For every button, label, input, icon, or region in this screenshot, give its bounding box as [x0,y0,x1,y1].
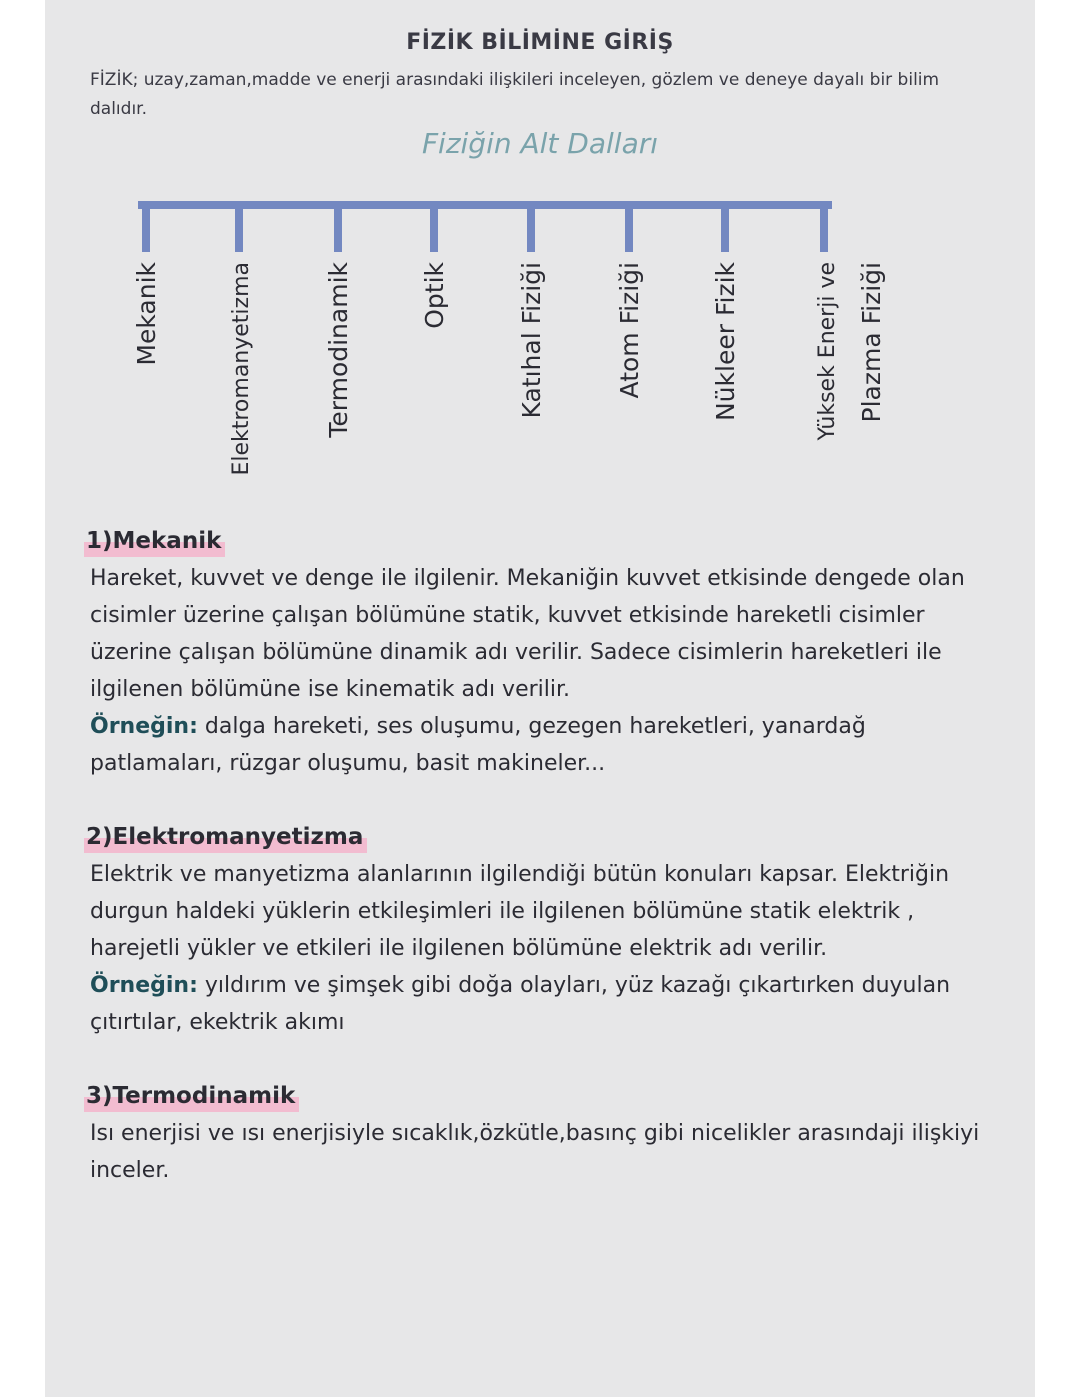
section-body [90,560,1000,782]
section-mekanik [86,523,1000,782]
section-body [90,856,1000,1041]
notebook-page [45,0,1035,1397]
branch-label: Atom Fiziği [615,262,644,399]
sections-list [86,523,1000,1226]
section-example [90,967,1000,1041]
section-elektromanyetizma [86,819,1000,1041]
section-termodinamik [86,1078,1000,1189]
tree-lines [142,205,828,252]
branch-label: Optik [420,262,449,329]
diagram-title: Fiziğin Alt Dalları [421,127,659,160]
section-title: 1)Mekanik [84,523,225,560]
branch-label: Katıhal Fiziği [517,262,546,419]
section-body [90,1115,1000,1189]
example-label: Örneğin: [90,714,198,739]
section-title: 3)Termodinamik [84,1078,299,1115]
intro-text: FİZİK; uzay,zaman,madde ve enerji arasındaki ilişkileri inceleyen, gözlem ve deneye dayalı bir bilim dalıdır. [90,70,940,119]
branch-label: Termodinamik [324,262,353,438]
branch-label: Yüksek Enerji ve [815,262,840,441]
branches-tree-diagram [45,0,1035,520]
section-example [90,708,1000,782]
section-text: Hareket, kuvvet ve denge ile ilgilenir. Mekaniğin kuvvet etkisinde dengede olan cisimler üzerine çalışan bölümüne statik, kuvvet etkisinde hareketli cisimler üzerine çalışan bölümüne dinamik adı verilir. Sadece cisimlerin hareketleri ile ilgilenen bölümüne ise kinematik adı verilir. [90,566,965,702]
branch-label: Mekanik [132,262,161,366]
branch-label: Elektromanyetizma [229,262,254,476]
branch-label: Nükleer Fizik [711,262,740,422]
branch-label: Plazma Fiziği [857,262,886,423]
example-text: yıldırım ve şimşek gibi doğa olayları, yüz kazağı çıkartırken duyulan çıtırtılar, ekektrik akımı [90,973,951,1035]
example-text: dalga hareketi, ses oluşumu, gezegen hareketleri, yanardağ patlamaları, rüzgar oluşumu, basit makineler... [90,714,866,776]
page-title: FİZİK BİLİMİNE GİRİŞ [406,30,674,55]
section-title: 2)Elektromanyetizma [84,819,367,856]
section-text: Isı enerjisi ve ısı enerjisiyle sıcaklık,özkütle,basınç gibi nicelikler arasındaji ilişkiyi inceler. [90,1121,980,1183]
section-text: Elektrik ve manyetizma alanlarının ilgilendiği bütün konuları kapsar. Elektriğin durgun haldeki yüklerin etkileşimleri ile ilgilenen bölümüne statik elektrik , harejetli yükler ve etkileri ile ilgilenen bölümüne elektrik adı verilir. [90,862,950,961]
example-label: Örneğin: [90,973,198,998]
tree-labels [132,261,886,475]
